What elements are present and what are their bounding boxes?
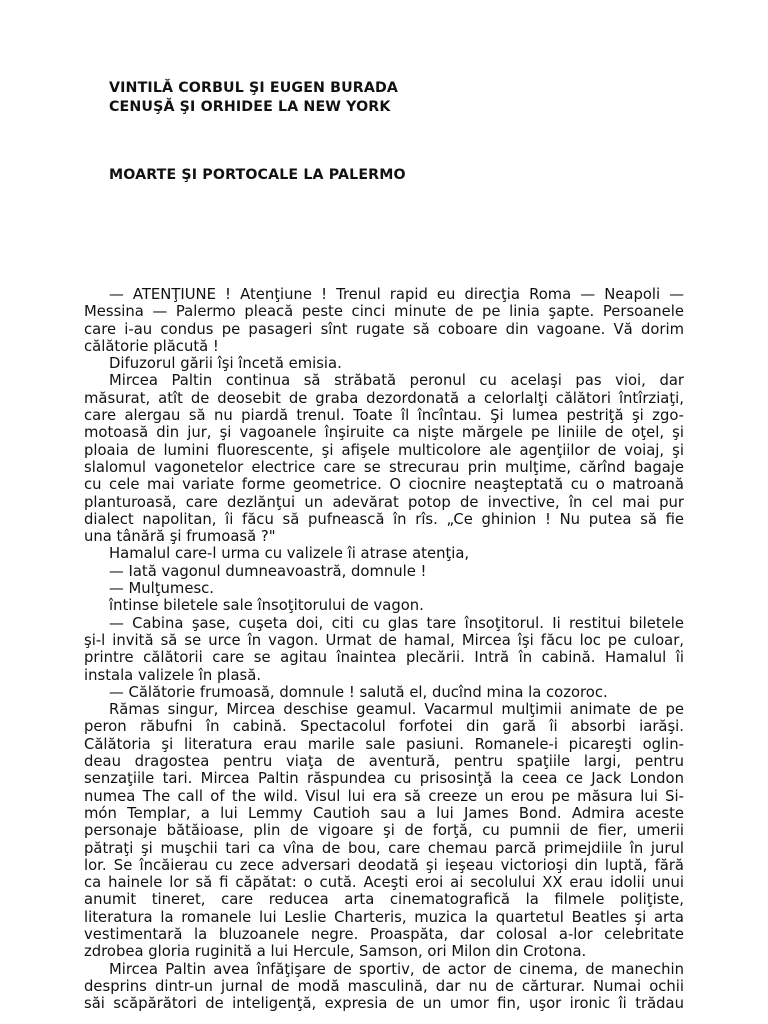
text-line: ploaia de lumini fluorescente, şi afişele multicolore ale agenţiilor de voiaj, şi (84, 441, 684, 459)
text-line: pătraţi şi muşchii tari ca vîna de bou, care chemau parcă primejdiile în jurul (84, 839, 684, 857)
paragraph (84, 961, 684, 1013)
text-line: — Cabina şase, cuşeta doi, citi cu glas tare însoţitorul. Ii restitui biletele (109, 614, 684, 632)
text-line: întinse biletele sale însoţitorului de vagon. (109, 597, 424, 615)
text-line: călătorie plăcută ! (84, 337, 219, 355)
text-line: Rămas singur, Mircea deschise geamul. Vacarmul mulţimii animate de pe (109, 701, 684, 719)
text-line: Hamalul care-l urma cu valizele îi atrase atenţia, (109, 545, 470, 563)
text-line: motoasă din jur, şi vagoanele înşiruite ca nişte mărgele pe liniile de oţel, şi (84, 424, 684, 442)
chapter-title: MOARTE ŞI PORTOCALE LA PALERMO (109, 167, 406, 183)
paragraph (84, 597, 684, 614)
text-line: săi scăpărători de inteligenţă, expresia de un umor fin, uşor ironic îi trădau (84, 995, 684, 1013)
paragraph (84, 701, 684, 960)
text-line: una tânără şi frumoasă ?" (84, 528, 276, 546)
text-line: món Templar, a lui Lemmy Cautioh sau a lui James Bond. Admira aceste (84, 804, 684, 822)
paragraph (84, 563, 684, 580)
text-line: Mircea Paltin continua să străbată peronul cu acelaşi pas vioi, dar (109, 372, 684, 390)
text-line: literatura la romanele lui Leslie Charteris, muzica la quartetul Beatles şi arta (84, 908, 684, 926)
text-line: peron răbufni în cabină. Spectacolul forfotei din gară îi absorbi iarăşi. (84, 718, 684, 736)
text-line: zdrobea gloria ruginită a lui Hercule, Samson, ori Milon din Crotona. (84, 943, 587, 961)
paragraph (84, 372, 684, 545)
text-line: personaje bătăioase, plin de vigoare şi de forţă, cu pumnii de fier, umerii (84, 822, 684, 840)
text-line: — Iată vagonul dumneavoastră, domnule ! (109, 562, 427, 580)
text-line: ca hainele lor să fi căpătat: o cută. Aceşti eroi ai secolului XX erau idolii unui (84, 874, 684, 892)
text-line: numea The call of the wild. Visul lui era să creeze un erou pe măsura lui Si- (84, 787, 684, 805)
text-line: anumit tineret, care reducea arta cinematografică la filmele poliţiste, (84, 891, 684, 909)
text-line: Mircea Paltin avea înfăţişare de sportiv, de actor de cinema, de manechin (109, 960, 684, 978)
paragraph (84, 286, 684, 355)
text-line: deau dragostea pentru viaţa de aventură, pentru spaţiile largi, pentru (84, 753, 684, 771)
paragraph (84, 580, 684, 597)
book-authors: VINTILĂ CORBUL ŞI EUGEN BURADA (109, 80, 399, 96)
text-line: — Călătorie frumoasă, domnule ! salută el, ducînd mina la cozoroc. (109, 683, 608, 701)
text-line: Călătoria şi literatura erau marile sale pasiuni. Romanele-i picareşti oglin- (84, 735, 684, 753)
text-line: instala valizele în plasă. (84, 666, 262, 684)
text-line: şi-l invită să se urce în vagon. Urmat de hamal, Mircea îşi făcu loc pe culoar, (84, 631, 684, 649)
text-line: care alergau să nu piardă trenul. Toate îl încîntau. Şi lumea pestriţă şi zgo- (84, 407, 684, 425)
text-line: — Mulţumesc. (109, 580, 215, 598)
text-line: măsurat, atît de deosebit de graba dezordonată a celorlalţi călători întîrziaţi, (84, 389, 684, 407)
text-line: Difuzorul gării îşi încetă emisia. (109, 355, 342, 373)
text-line: vestimentară la bluzoanele negre. Proaspăta, dar colosal a-lor celebritate (84, 925, 684, 943)
text-line: planturoasă, care dezlănţui un adevărat potop de invective, în cel mai pur (84, 493, 684, 511)
text-line: cu cele mai variate forme geometrice. O ciocnire neaşteptată cu o matroană (84, 476, 684, 494)
text-line: — ATENŢIUNE ! Atenţiune ! Trenul rapid eu direcţia Roma — Neapoli — (109, 286, 684, 303)
book-title: CENUŞĂ ŞI ORHIDEE LA NEW YORK (109, 99, 391, 115)
paragraph (84, 684, 684, 701)
paragraph (84, 355, 684, 372)
text-line: printre călătorii care se agitau înaintea plecării. Intră în cabină. Hamalul îi (84, 649, 684, 667)
text-line: lor. Se încăierau cu zece adversari deodată şi ieşeau victorioşi din luptă, fără (84, 856, 684, 874)
text-line: Messina — Palermo pleacă peste cinci minute de pe linia şapte. Persoanele (84, 303, 684, 321)
text-line: dialect napolitan, îi făcu să pufnească în rîs. „Ce ghinion ! Nu putea să fie (84, 510, 684, 528)
text-line: desprins dintr-un jurnal de modă masculină, dar nu de cărturar. Numai ochii (84, 977, 684, 995)
chapter-body (84, 286, 684, 1012)
text-line: slalomul vagonetelor electrice care se strecurau prin mulţime, cărînd bagaje (84, 458, 684, 476)
paragraph (84, 545, 684, 562)
text-line: senzaţiile tari. Mircea Paltin răspundea cu prisosinţă la ceea ce Jack London (84, 770, 684, 788)
text-line: care i-au condus pe pasageri sînt rugate să coboare din vagoane. Vă dorim (84, 320, 684, 338)
paragraph (84, 615, 684, 684)
